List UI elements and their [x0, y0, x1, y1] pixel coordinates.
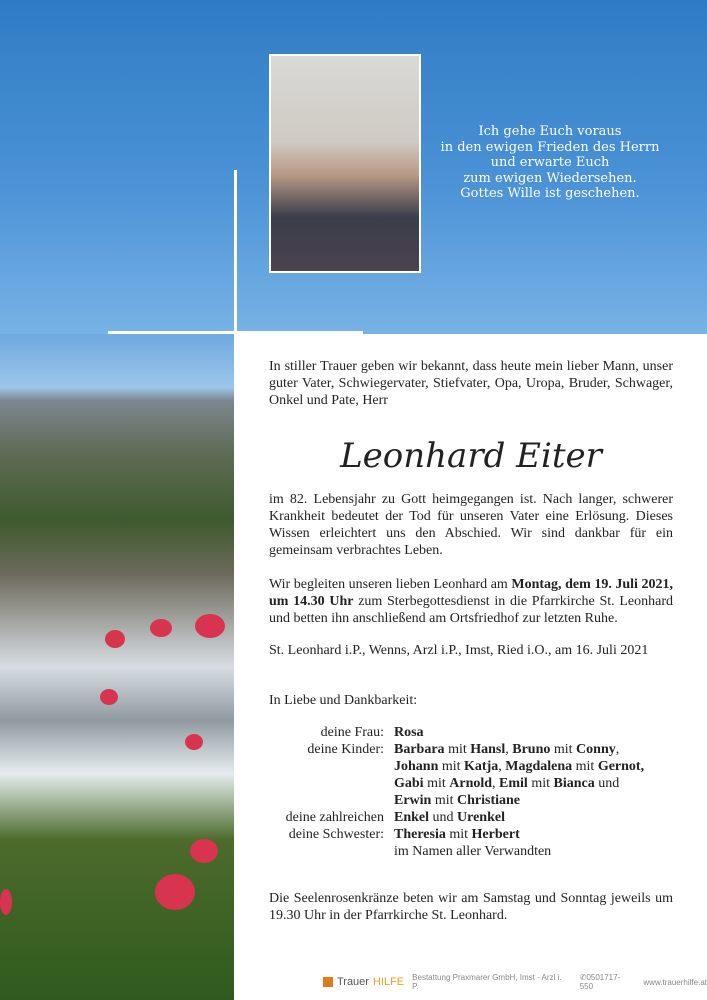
quote-line: und erwarte Euch — [490, 155, 610, 170]
mountain-landscape-image — [0, 334, 236, 1000]
brand: Trauer — [336, 976, 369, 988]
label: deine zahlreichen — [285, 810, 384, 825]
phone: ✆0501717-550 — [579, 973, 621, 991]
date-time: Montag, dem 19. Juli 2021, um 14.30 Uhr — [269, 577, 674, 609]
rosary-text: Die Seelenrosenkränze beten wir am Samstag und Sonntag jeweils um 19.30 Uhr in der Pfarrkirche St. Leonhard. — [269, 891, 673, 923]
quote-line: zum ewigen Wiedersehen. — [463, 170, 637, 186]
all-relatives: im Namen aller Verwandten — [394, 844, 552, 859]
intro-text: In stiller Trauer geben wir bekannt, dass heute mein lieber Mann, unser guter Vater, Schwiegervater, Stiefvater, Opa, Uropa, Bruder, Schwager, Onkel und Pate, Herr — [269, 359, 673, 408]
children-line: Erwin mit Christiane — [394, 793, 521, 808]
text: zum Sterbegottesdienst in die Pfarrkirche St. Leonhard und betten ihn anschließend am Ortsfriedhof zur letzten Ruhe. — [269, 594, 673, 626]
website-link[interactable]: www.trauerhilfe.at — [643, 977, 707, 987]
children-line: Barbara mit Hansl, Bruno mit Conny, — [394, 742, 620, 757]
label: deine Schwester: — [288, 827, 384, 842]
paragraph-2 — [269, 576, 673, 627]
brand: HILFE — [372, 976, 405, 988]
quote-line: Gottes Wille ist geschehen. — [460, 186, 640, 201]
label: deine Kinder: — [307, 742, 384, 757]
name: Rosa — [394, 725, 424, 740]
quote-line: Ich gehe Euch voraus — [478, 124, 622, 139]
company: Bestattung Praxmarer GmbH, Imst - Arzl i. P. — [412, 973, 562, 991]
text: Wir begleiten unseren lieben Leonhard am — [269, 577, 512, 592]
quote-line: in den ewigen Frieden des Herrn — [440, 139, 660, 155]
label: deine Frau: — [320, 725, 384, 740]
footer — [323, 973, 707, 991]
place-date: St. Leonhard i.P., Wenns, Arzl i.P., Imst, Ried i.O., am 16. Juli 2021 — [269, 643, 649, 658]
relatives-list: deine Frau: Rosa deine Kinder: Barbara mit Hansl, Bruno mit Conny, Johann mit Katja, Magdalena mit Gernot, Gabi mit Arnold, Emil mit Bianca und Erwin mit Christiane deine zahlreichen Enkel und Urenkel deine Schwester: Theresia mit Herbert im Namen aller Verwandten — [269, 724, 689, 860]
children-line: Gabi mit Arnold, Emil mit Bianca und — [394, 776, 620, 791]
closing: In Liebe und Dankbarkeit: — [269, 693, 418, 708]
portrait-photo — [269, 54, 421, 273]
deceased-name: Leonhard Eiter — [340, 436, 602, 476]
cross-vertical — [234, 170, 237, 1000]
cross-horizontal — [108, 331, 363, 334]
trauerhilfe-logo-icon — [323, 977, 333, 987]
quote — [440, 124, 660, 202]
children-line: Johann mit Katja, Magdalena mit Gernot, — [394, 759, 645, 774]
paragraph-1: im 82. Lebensjahr zu Gott heimgegangen ist. Nach langer, schwerer Krankheit bedeutet der Tod für unseren Vater eine Erlösung. Dieses Wissen erleichtert uns den Abschied. Wir sind dankbar für ein gemeinsam verbrachtes Leben. — [269, 492, 673, 558]
